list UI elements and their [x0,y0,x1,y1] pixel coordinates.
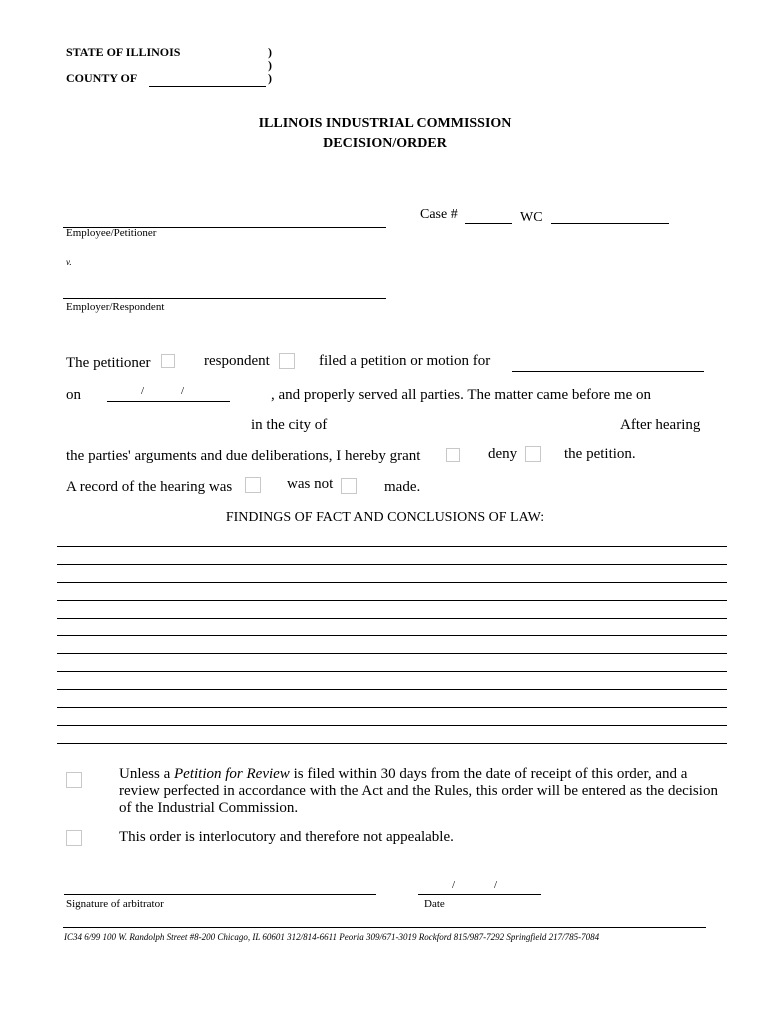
case-line [465,223,512,224]
versus-label: v. [66,257,72,267]
county-field[interactable] [149,70,266,86]
county-label: COUNTY OF [66,71,138,85]
signature-label: Signature of arbitrator [66,898,164,910]
findings-heading: FINDINGS OF FACT AND CONCLUSIONS OF LAW: [225,510,545,525]
date-sep-2: / [181,385,185,397]
case-label: Case # [420,207,458,222]
made-text: made. [384,479,421,495]
employer-line [63,298,386,299]
title-decision: DECISION/ORDER [323,136,447,151]
review-pre: Unless a [119,766,174,782]
deny-checkbox[interactable] [525,446,541,462]
sign-date-line [418,894,541,895]
petitioner-label: The petitioner [66,355,151,371]
city-label: in the city of [251,417,328,433]
county-line [149,86,266,87]
wc-line [551,223,669,224]
review-notice-text [119,766,719,817]
findings-line [57,707,727,708]
record-was-not-checkbox[interactable] [341,478,357,494]
findings-line [57,618,727,619]
wc-number-field[interactable] [551,206,669,222]
the-petition-text: the petition. [564,446,636,462]
petitioner-checkbox[interactable] [161,354,175,368]
findings-line [57,689,727,690]
interlocutory-text: This order is interlocutory and therefore not appealable. [119,829,454,845]
findings-line [57,743,727,744]
title-commission: ILLINOIS INDUSTRIAL COMMISSION [258,116,512,131]
paren-3: ) [268,71,272,85]
served-text: , and properly served all parties. The matter came before me on [271,387,651,403]
motion-for-field[interactable] [512,354,704,370]
on-label: on [66,387,81,403]
record-text: A record of the hearing was [66,479,233,495]
review-post: is filed within 30 days from the date of receipt of this order, and a review perfected in accordance with the Act and the Rules, this order will be entered as the decision of the Industrial Commission. [119,766,718,816]
findings-line [57,546,727,547]
findings-line [57,564,727,565]
footer-address: IC34 6/99 100 W. Randolph Street #8-200 Chicago, IL 60601 312/814-6611 Peoria 309/671-3019 Rockford 815/987-7292 Springfield 217/785-7084 [64,932,600,942]
findings-line [57,600,727,601]
state-label: STATE OF ILLINOIS [66,45,181,59]
filed-label: filed a petition or motion for [319,353,491,369]
review-italic: Petition for Review [174,766,290,782]
findings-line [57,671,727,672]
filed-date-field[interactable] [107,384,230,400]
record-was-checkbox[interactable] [245,477,261,493]
signature-line [64,894,376,895]
date-label: Date [424,898,445,910]
interlocutory-checkbox[interactable] [66,830,82,846]
grant-checkbox[interactable] [446,448,460,462]
hearing-date-field[interactable] [66,416,246,432]
sign-date-sep-2: / [494,879,498,891]
motion-line [512,371,704,372]
was-not-label: was not [287,476,334,492]
date-sep-1: / [141,385,145,397]
review-notice-checkbox[interactable] [66,772,82,788]
employer-label: Employer/Respondent [66,301,165,313]
city-field[interactable] [340,416,610,432]
arguments-text: the parties' arguments and due deliberations, I hereby grant [66,448,421,464]
findings-line [57,582,727,583]
wc-label: WC [520,210,543,225]
paren-2: ) [268,58,272,72]
signature-field[interactable] [64,877,376,893]
sign-date-field[interactable] [418,877,541,893]
respondent-checkbox[interactable] [279,353,295,369]
findings-line [57,635,727,636]
employee-label: Employee/Petitioner [66,227,157,239]
case-number-field[interactable] [465,206,512,222]
date-line [107,401,230,402]
paren-1: ) [268,45,272,59]
findings-line [57,725,727,726]
deny-label: deny [488,446,518,462]
employee-field[interactable] [63,210,386,226]
findings-line [57,653,727,654]
employer-field[interactable] [63,281,386,297]
footer-rule [63,927,706,928]
sign-date-sep-1: / [452,879,456,891]
after-hearing-text: After hearing [620,417,701,433]
respondent-label: respondent [204,353,270,369]
